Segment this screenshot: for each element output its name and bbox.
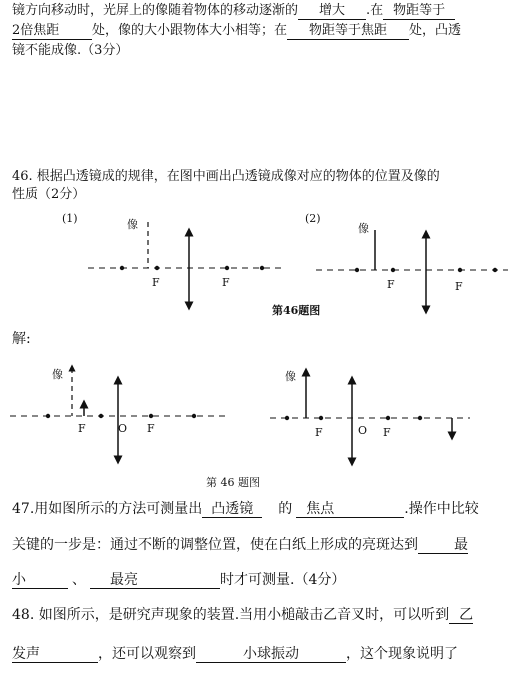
q47-line-3 bbox=[12, 571, 345, 589]
fig2-point-2f-right bbox=[493, 268, 497, 272]
q48-blank-1: 乙 bbox=[449, 607, 473, 624]
q48-blank-2: 小球振动 bbox=[196, 646, 346, 663]
q47-text: 关键的一步是：通过不断的调整位置，使在白纸上形成的亮斑达到 bbox=[12, 537, 418, 553]
ans2-center: O bbox=[358, 424, 368, 437]
ans1-focus-right: F bbox=[147, 422, 155, 435]
q48-blank-1-cont: 发声 bbox=[12, 646, 98, 663]
ans2-focus-right: F bbox=[383, 426, 391, 439]
fig2-point-f-right bbox=[458, 268, 462, 272]
q47-blank-4: 最亮 bbox=[90, 572, 220, 589]
answer-figure bbox=[0, 340, 510, 470]
q45-blank-3: 物距等于焦距 bbox=[287, 23, 409, 40]
fig1-point-2f bbox=[120, 266, 124, 270]
q48-text: 48. 如图所示，是研究声现象的装置.当用小槌敲击乙音叉时，可以听到 bbox=[12, 607, 450, 623]
fig1-image-label: 像 bbox=[127, 218, 138, 231]
q45-blank-2: 物距等于 bbox=[383, 3, 455, 20]
ans1-center: O bbox=[118, 422, 128, 435]
ans1-point-f-left bbox=[99, 414, 103, 418]
q45-text: 处，凸透 bbox=[409, 23, 462, 38]
answer-caption: 第 46 题图 bbox=[206, 476, 260, 489]
q45-text: 镜不能成像.（3分） bbox=[12, 43, 129, 58]
q45-text: .在 bbox=[366, 3, 384, 18]
q46-text: 46. 根据凸透镜成的规律，在图中画出凸透镜成像对应的物体的位置及像的 bbox=[12, 169, 440, 184]
fig2-focus-left: F bbox=[387, 278, 395, 291]
ans1-point-f-right bbox=[149, 414, 153, 418]
q47-text: 的 bbox=[278, 501, 293, 517]
q45-text: 镜方向移动时，光屏上的像随着物体的移动逐渐的 bbox=[12, 3, 299, 18]
fig1-focus-right: F bbox=[222, 276, 230, 289]
ans1-image-label: 像 bbox=[52, 368, 63, 381]
ans1-focus-left: F bbox=[78, 422, 86, 435]
q47-text: 、 bbox=[72, 572, 86, 588]
ans2-focus-left: F bbox=[315, 426, 323, 439]
ans2-point-2f-right bbox=[418, 416, 422, 420]
q47-blank-1: 凸透镜 bbox=[202, 501, 262, 518]
q48-line-1 bbox=[12, 606, 473, 624]
q45-blank-1: 增大 bbox=[298, 3, 366, 20]
q47-blank-3-cont: 小 bbox=[12, 572, 68, 589]
fig1-focus-left: F bbox=[152, 276, 160, 289]
ans2-point-2f bbox=[285, 416, 289, 420]
q47-blank-3: 最 bbox=[418, 537, 468, 554]
ans1-point-2f bbox=[46, 414, 50, 418]
ans2-point-f-right bbox=[386, 416, 390, 420]
fig2-point-f-left bbox=[391, 268, 395, 272]
fig1-label: (1) bbox=[62, 212, 78, 225]
q47-blank-2: 焦点 bbox=[296, 501, 404, 518]
answer-label: 解: bbox=[12, 331, 31, 347]
q46-caption: 第46题图 bbox=[272, 304, 321, 317]
fig2-point-2f bbox=[355, 268, 359, 272]
q45-blank-2-cont: 2倍焦距 bbox=[12, 23, 92, 40]
fig2-focus-right: F bbox=[455, 280, 463, 293]
q47-text: 时才可测量.（4分） bbox=[220, 572, 346, 588]
q48-text: ，还可以观察到 bbox=[98, 646, 196, 662]
ans2-image-label: 像 bbox=[285, 370, 296, 383]
q47-line-1 bbox=[12, 500, 479, 518]
q47-text: .操作中比较 bbox=[404, 501, 479, 517]
fig1-point-f-right bbox=[225, 266, 229, 270]
q47-line-2 bbox=[12, 536, 468, 554]
fig1-point-2f-right bbox=[260, 266, 264, 270]
fig2-image-label: 像 bbox=[358, 222, 369, 235]
ans1-point-2f-right bbox=[192, 414, 196, 418]
q48-text: ，这个现象说明了 bbox=[346, 646, 458, 662]
q47-text: 47.用如图所示的方法可测量出 bbox=[12, 501, 203, 517]
q46-text: 性质（2分） bbox=[12, 187, 86, 202]
ans2-point-f-left bbox=[319, 416, 323, 420]
q45-text: 处，像的大小跟物体大小相等；在 bbox=[92, 23, 288, 38]
q48-line-2 bbox=[12, 645, 458, 663]
fig1-point-f-left bbox=[155, 266, 159, 270]
fig2-label: (2) bbox=[305, 212, 321, 225]
